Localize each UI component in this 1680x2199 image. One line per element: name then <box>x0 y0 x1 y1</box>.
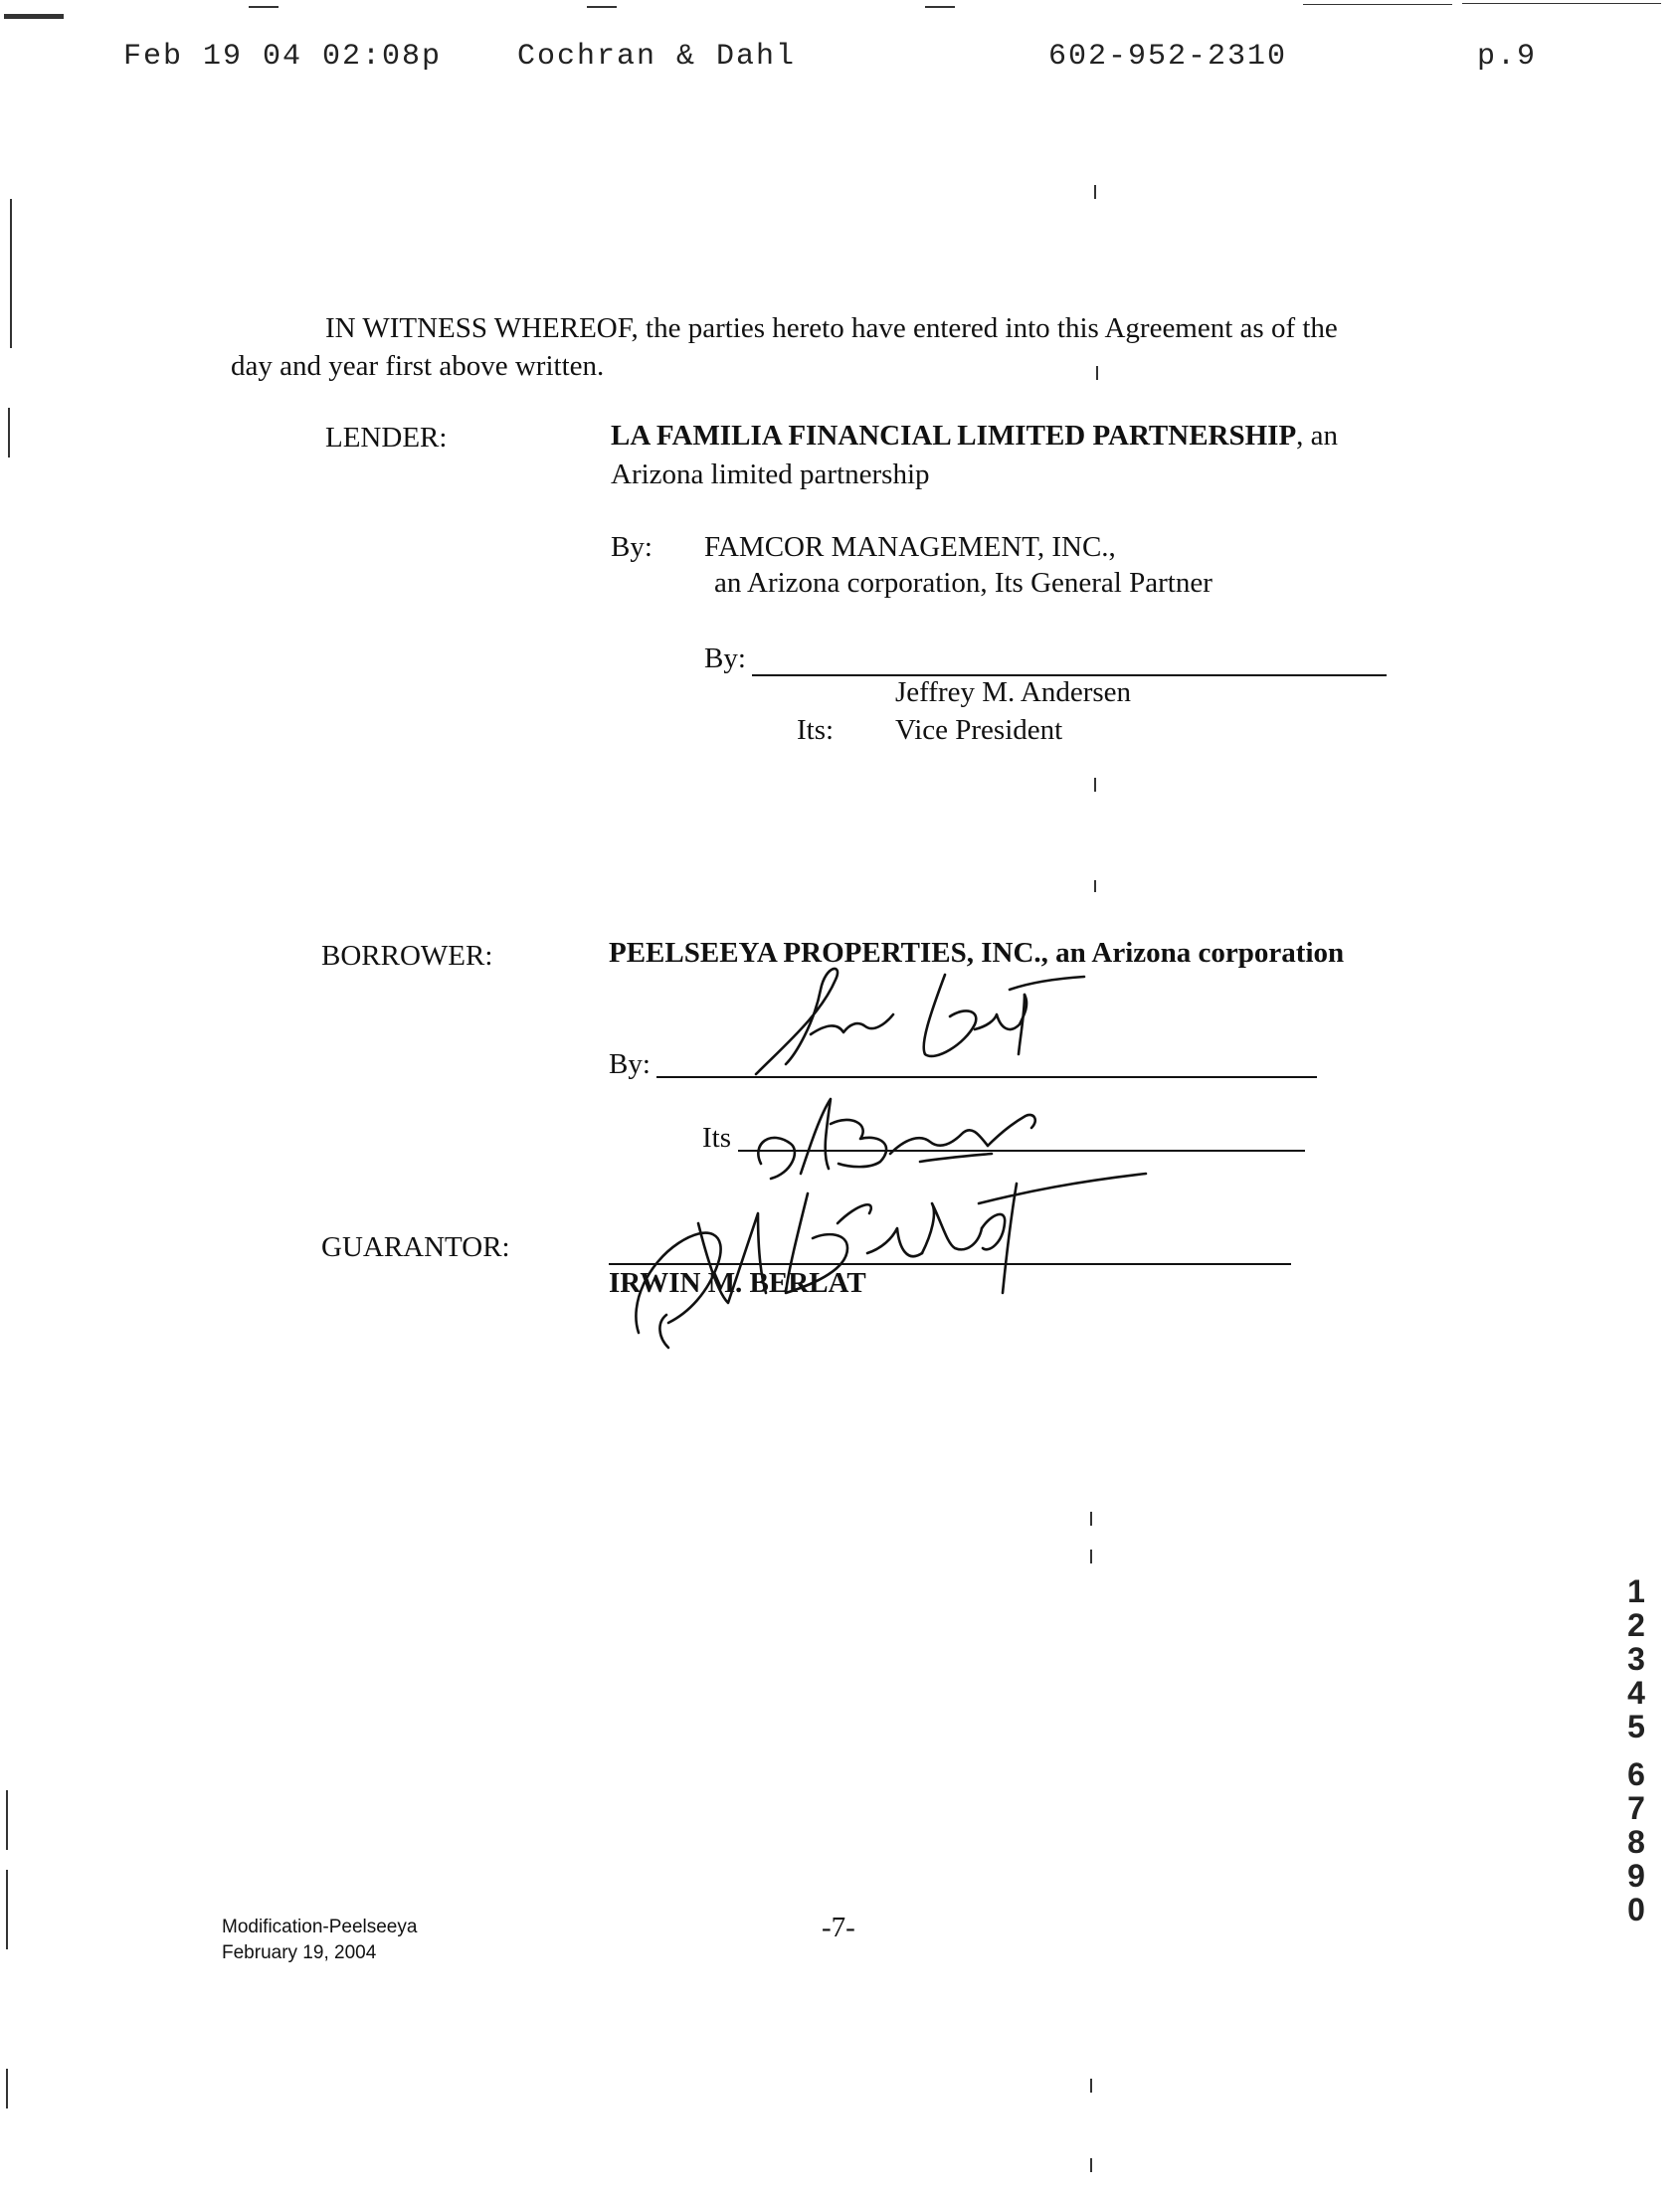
bates-stamp-digit: 9 <box>1627 1858 1645 1894</box>
lender-label: LENDER: <box>325 422 448 454</box>
bates-stamp-digit: 5 <box>1627 1709 1645 1744</box>
scan-mark <box>1090 2079 1092 2093</box>
borrower-name: PEELSEEYA PROPERTIES, INC. <box>609 937 1041 969</box>
scan-mark <box>6 1790 8 1850</box>
guarantor-signature <box>609 1154 1166 1353</box>
scan-mark <box>1303 4 1452 5</box>
borrower-name-suffix: , an Arizona corporation <box>1040 937 1345 969</box>
lender-signer-by-label: By: <box>704 642 746 674</box>
bates-stamp-digit: 2 <box>1627 1607 1645 1643</box>
witness-clause-line1: IN WITNESS WHEREOF, the parties hereto have entered into this Agreement as of the <box>325 312 1338 344</box>
guarantor-name: IRWIN M. BERLAT <box>609 1267 866 1299</box>
borrower-by-label: By: <box>609 1048 651 1080</box>
scan-mark <box>1094 185 1096 199</box>
fax-page: p.9 <box>1477 40 1538 74</box>
scan-mark <box>10 199 12 348</box>
scan-mark <box>1090 2158 1092 2172</box>
bates-stamp <box>1619 1575 1653 1927</box>
scan-mark <box>1094 880 1096 892</box>
scan-mark <box>1096 366 1098 380</box>
fax-sender: Cochran & Dahl <box>517 40 797 74</box>
scan-mark <box>4 14 64 19</box>
footer-date: February 19, 2004 <box>222 1942 377 1963</box>
borrower-label: BORROWER: <box>321 940 493 972</box>
lender-by-label: By: <box>611 531 653 563</box>
scan-mark <box>1462 3 1661 4</box>
borrower-its-label: Its <box>702 1122 731 1154</box>
bates-stamp-digit: 7 <box>1627 1790 1645 1826</box>
scan-mark <box>8 408 10 458</box>
footer-doc-name: Modification-Peelseeya <box>222 1917 418 1937</box>
lender-general-partner: FAMCOR MANAGEMENT, INC., <box>704 531 1116 563</box>
guarantor-label: GUARANTOR: <box>321 1231 510 1263</box>
bates-stamp-digit: 4 <box>1627 1675 1645 1711</box>
bates-stamp-digit: 0 <box>1627 1892 1645 1927</box>
borrower-signature <box>726 955 1104 1094</box>
scan-mark <box>925 6 955 8</box>
lender-signer-title: Vice President <box>895 714 1063 746</box>
bates-stamp-digit: 6 <box>1627 1756 1645 1792</box>
scan-mark <box>6 2069 8 2108</box>
lender-entity-type: Arizona limited partnership <box>611 458 930 490</box>
lender-name-line <box>611 420 1338 453</box>
scan-mark <box>1090 1512 1092 1526</box>
lender-name-suffix: , an <box>1296 420 1339 452</box>
fax-date-time: Feb 19 04 02:08p <box>123 40 443 74</box>
bates-stamp-digit: 8 <box>1627 1824 1645 1860</box>
fax-phone: 602-952-2310 <box>1048 40 1288 74</box>
lender-general-partner-desc: an Arizona corporation, Its General Partner <box>714 567 1213 599</box>
bates-stamp-digit: 1 <box>1627 1573 1645 1609</box>
lender-name: LA FAMILIA FINANCIAL LIMITED PARTNERSHIP <box>611 420 1297 452</box>
scan-mark <box>587 6 617 8</box>
scan-mark <box>249 6 279 8</box>
scan-mark <box>1090 1550 1092 1563</box>
footer-page-number: -7- <box>822 1912 855 1943</box>
scan-mark <box>6 1870 8 1949</box>
lender-signer-name: Jeffrey M. Andersen <box>895 676 1132 708</box>
scan-mark <box>1094 778 1096 792</box>
bates-stamp-digit: 3 <box>1627 1641 1645 1677</box>
lender-its-label: Its: <box>797 714 835 746</box>
witness-clause-line2: day and year first above written. <box>231 350 605 382</box>
